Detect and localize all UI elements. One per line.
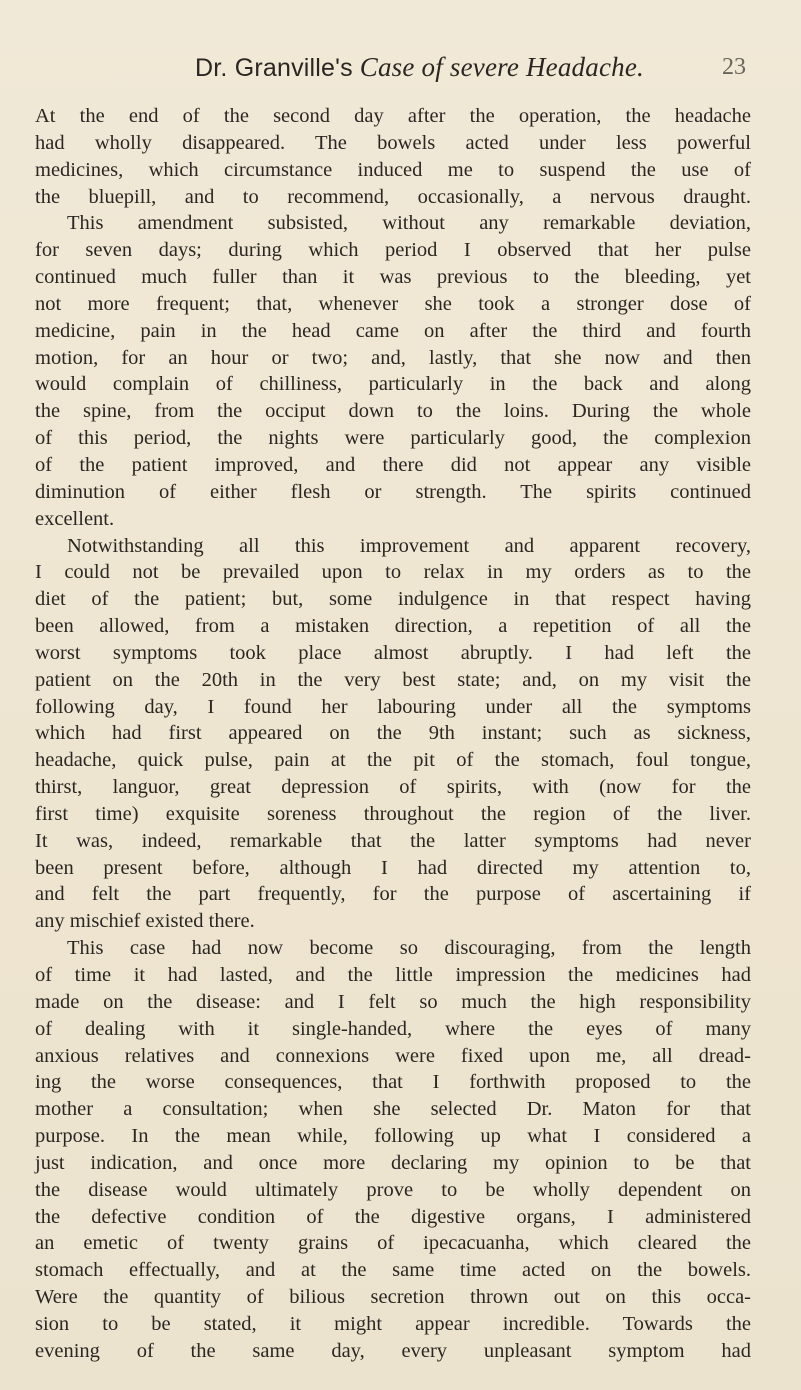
text-line: following day, I found her labouring under all the symptoms xyxy=(35,695,751,718)
text-line: excellent. xyxy=(35,507,115,530)
text-line: sion to be stated, it might appear incredible. Towards the xyxy=(35,1312,751,1335)
text-line: been present before, although I had directed my attention to, xyxy=(35,856,751,879)
text-line: an emetic of twenty grains of ipecacuanha, which cleared the xyxy=(35,1232,751,1255)
text-line: stomach effectually, and at the same time acted on the bowels. xyxy=(35,1259,751,1282)
text-line: which had first appeared on the 9th instant; such as sickness, xyxy=(35,722,751,745)
text-line: of dealing with it single-handed, where the eyes of many xyxy=(35,1017,751,1040)
text-line: anxious relatives and connexions were fixed upon me, all dread- xyxy=(35,1044,751,1067)
text-line: and felt the part frequently, for the purpose of ascertaining if xyxy=(35,883,751,906)
text-line: medicine, pain in the head came on after the third and fourth xyxy=(35,319,751,342)
text-line: the spine, from the occiput down to the loins. During the whole xyxy=(35,400,751,423)
text-line: the defective condition of the digestive organs, I administered xyxy=(35,1205,751,1228)
text-line: This case had now become so discouraging, from the length xyxy=(67,937,751,960)
text-line: of this period, the nights were particularly good, the complexion xyxy=(35,427,751,450)
text-line: any mischief existed there. xyxy=(35,910,255,933)
text-line: of the patient improved, and there did not appear any visible xyxy=(35,453,751,476)
text-line: diet of the patient; but, some indulgence in that respect having xyxy=(35,588,751,611)
text-line: had wholly disappeared. The bowels acted under less powerful xyxy=(35,131,751,154)
text-line: patient on the 20th in the very best state; and, on my visit the xyxy=(35,668,751,691)
running-head xyxy=(0,52,801,92)
text-line: ing the worse consequences, that I forthwith proposed to the xyxy=(35,1071,751,1094)
text-line: headache, quick pulse, pain at the pit of the stomach, foul tongue, xyxy=(35,749,751,772)
page-number: 23 xyxy=(722,54,746,80)
text-line: the bluepill, and to recommend, occasionally, a nervous draught. xyxy=(35,185,751,208)
text-line: purpose. In the mean while, following up what I considered a xyxy=(35,1125,751,1148)
text-line: This amendment subsisted, without any remarkable deviation, xyxy=(67,212,751,235)
running-head-author: Dr. Granville's xyxy=(195,54,353,82)
text-line: mother a consultation; when she selected Dr. Maton for that xyxy=(35,1098,751,1121)
body-text xyxy=(35,103,751,1365)
running-head-case-title: Case of severe Headache. xyxy=(359,52,644,82)
text-line: not more frequent; that, whenever she took a stronger dose of xyxy=(35,292,751,315)
text-line: just indication, and once more declaring my opinion to be that xyxy=(35,1151,751,1174)
text-line: motion, for an hour or two; and, lastly, that she now and then xyxy=(35,346,751,369)
text-line: been allowed, from a mistaken direction, a repetition of all the xyxy=(35,615,751,638)
text-line: of time it had lasted, and the little impression the medicines had xyxy=(35,964,751,986)
text-line: Notwithstanding all this improvement and apparent recovery, xyxy=(67,534,751,557)
text-line: worst symptoms took place almost abruptly. I had left the xyxy=(35,641,751,664)
text-line: medicines, which circumstance induced me to suspend the use of xyxy=(35,158,751,181)
text-line: continued much fuller than it was previous to the bleeding, yet xyxy=(35,266,751,289)
text-line: evening of the same day, every unpleasant symptom had xyxy=(35,1339,751,1362)
text-line: made on the disease: and I felt so much the high responsibility xyxy=(35,990,751,1013)
text-line: first time) exquisite soreness throughout the region of the liver. xyxy=(35,802,751,825)
text-line: I could not be prevailed upon to relax in my orders as to the xyxy=(35,561,751,584)
text-line: Were the quantity of bilious secretion thrown out on this occa- xyxy=(35,1286,751,1309)
text-line: It was, indeed, remarkable that the latter symptoms had never xyxy=(35,829,751,852)
text-line: At the end of the second day after the operation, the headache xyxy=(35,105,751,127)
text-line: for seven days; during which period I observed that her pulse xyxy=(35,239,751,262)
text-line: the disease would ultimately prove to be wholly dependent on xyxy=(35,1178,751,1201)
text-line: diminution of either flesh or strength. The spirits continued xyxy=(35,480,751,503)
text-line: would complain of chilliness, particularly in the back and along xyxy=(35,373,751,396)
running-head-title xyxy=(195,52,644,83)
text-line: thirst, languor, great depression of spirits, with (now for the xyxy=(35,776,751,799)
